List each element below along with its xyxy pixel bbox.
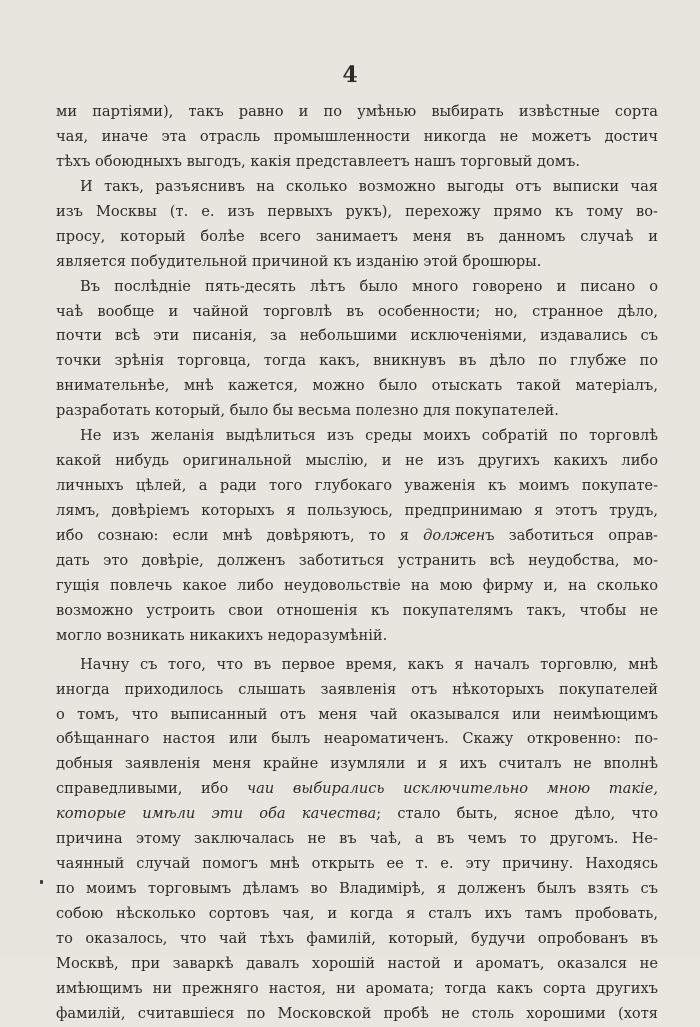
text-line: почти всѣ эти писанія, за небольшими исключеніями, издавались съ bbox=[56, 327, 658, 345]
emphasis-segment: должен bbox=[423, 526, 486, 544]
paragraph-start-line: Въ послѣдніе пять-десять лѣтъ было много говорено и писано о bbox=[80, 277, 658, 295]
text-line: разработать который, было бы весьма полезно для покупателей. bbox=[56, 402, 559, 420]
emphasis-segment: чаи выбирались исключительно мною такіе, bbox=[247, 780, 658, 798]
text-line-with-emphasis bbox=[56, 802, 658, 827]
text-line: то оказалось, что чай тѣхъ фамилій, который, будучи опробованъ въ bbox=[56, 929, 658, 947]
page-number: 4 bbox=[342, 62, 358, 88]
text-line: иногда приходилось слышать заявленія отъ нѣкоторыхъ покупателей bbox=[56, 680, 658, 698]
text-line: Москвѣ, при заваркѣ давалъ хорошій настой и ароматъ, оказался не bbox=[56, 954, 658, 972]
paragraph-start-line: И такъ, разъяснивъ на сколько возможно выгоды отъ выписки чая bbox=[80, 177, 658, 195]
text-segment: ибо сознаю: если мнѣ довѣряютъ, то я bbox=[56, 526, 409, 544]
emphasis-segment: которые имѣли эти оба качества bbox=[56, 805, 377, 823]
text-line: личныхъ цѣлей, а ради того глубокаго уваженія къ моимъ покупате- bbox=[56, 477, 658, 495]
text-line: точки зрѣнія торговца, тогда какъ, вникнувъ въ дѣло по глубже по bbox=[56, 352, 658, 370]
text-line-with-emphasis bbox=[56, 777, 658, 802]
text-line: имѣющимъ ни прежняго настоя, ни аромата; тогда какъ сорта другихъ bbox=[56, 979, 658, 997]
text-line: лямъ, довѣріемъ которыхъ я пользуюсь, предпринимаю я этотъ трудъ, bbox=[56, 502, 658, 519]
text-line: чаянный случай помогъ мнѣ открыть ее т. е. эту причину. Находясь bbox=[56, 855, 658, 873]
text-segment: ; стало быть, ясное дѣло, что bbox=[376, 805, 658, 823]
text-segment: справедливыми, ибо bbox=[56, 780, 229, 798]
text-line-with-emphasis bbox=[56, 524, 658, 549]
text-line: обѣщаннаго настоя или былъ неароматиченъ. Скажу откровенно: по- bbox=[56, 730, 658, 748]
text-line: ми партіями), такъ равно и по умѣнью выбирать извѣстные сорта bbox=[56, 103, 658, 120]
paragraph-start-line: Начну съ того, что въ первое время, какъ я началъ торговлю, мнѣ bbox=[80, 655, 658, 673]
body-text bbox=[56, 100, 658, 1027]
text-line: внимательнѣе, мнѣ кажется, можно было отыскать такой матеріалъ, bbox=[56, 377, 658, 395]
text-line: изъ Москвы (т. е. изъ первыхъ рукъ), перехожу прямо къ тому во- bbox=[56, 202, 658, 220]
text-line: по моимъ торговымъ дѣламъ во Владимірѣ, я долженъ былъ взять съ bbox=[56, 880, 658, 898]
text-segment: ъ bbox=[485, 526, 509, 544]
text-line: причина этому заключалась не въ чаѣ, а въ чемъ то другомъ. Не- bbox=[56, 830, 658, 848]
text-line: гущія повлечь какое либо неудовольствіе на мою фирму и, на сколько bbox=[56, 576, 658, 594]
print-speck bbox=[40, 880, 43, 884]
text-line: могло возникать никакихъ недоразумѣній. bbox=[56, 626, 388, 644]
text-line: фамилій, считавшіеся по Московской пробѣ не столь хорошими (хотя bbox=[56, 1004, 658, 1022]
text-line: является побудительной причиной къ изданію этой брошюры. bbox=[56, 252, 542, 270]
text-line: собою нѣсколько сортовъ чая, и когда я сталъ ихъ тамъ пробовать, bbox=[56, 905, 658, 922]
text-line: чая, иначе эта отрасль промышленности никогда не можетъ достич bbox=[56, 127, 658, 145]
text-segment: заботиться оправ- bbox=[508, 526, 658, 544]
text-line: чаѣ вообще и чайной торговлѣ въ особенности; но, странное дѣло, bbox=[56, 302, 658, 320]
text-line: дать это довѣріе, долженъ заботиться устранить всѣ неудобства, мо- bbox=[56, 551, 658, 569]
text-line: просу, который болѣе всего занимаетъ меня въ данномъ случаѣ и bbox=[56, 227, 658, 245]
text-line: тѣхъ обоюдныхъ выгодъ, какія представлеетъ нашъ торговый домъ. bbox=[56, 152, 581, 170]
text-line: возможно устроить свои отношенія къ покупателямъ такъ, чтобы не bbox=[56, 601, 658, 619]
text-line: какой нибудь оригинальной мыслію, и не изъ другихъ какихъ либо bbox=[56, 452, 658, 470]
text-line: о томъ, что выписанный отъ меня чай оказывался или неимѣющимъ bbox=[56, 705, 658, 723]
paragraph-start-line: Не изъ желанія выдѣлиться изъ среды моихъ собратій по торговлѣ bbox=[80, 427, 658, 445]
text-line: добныя заявленія меня крайне изумляли и я ихъ считалъ не вполнѣ bbox=[56, 755, 658, 773]
